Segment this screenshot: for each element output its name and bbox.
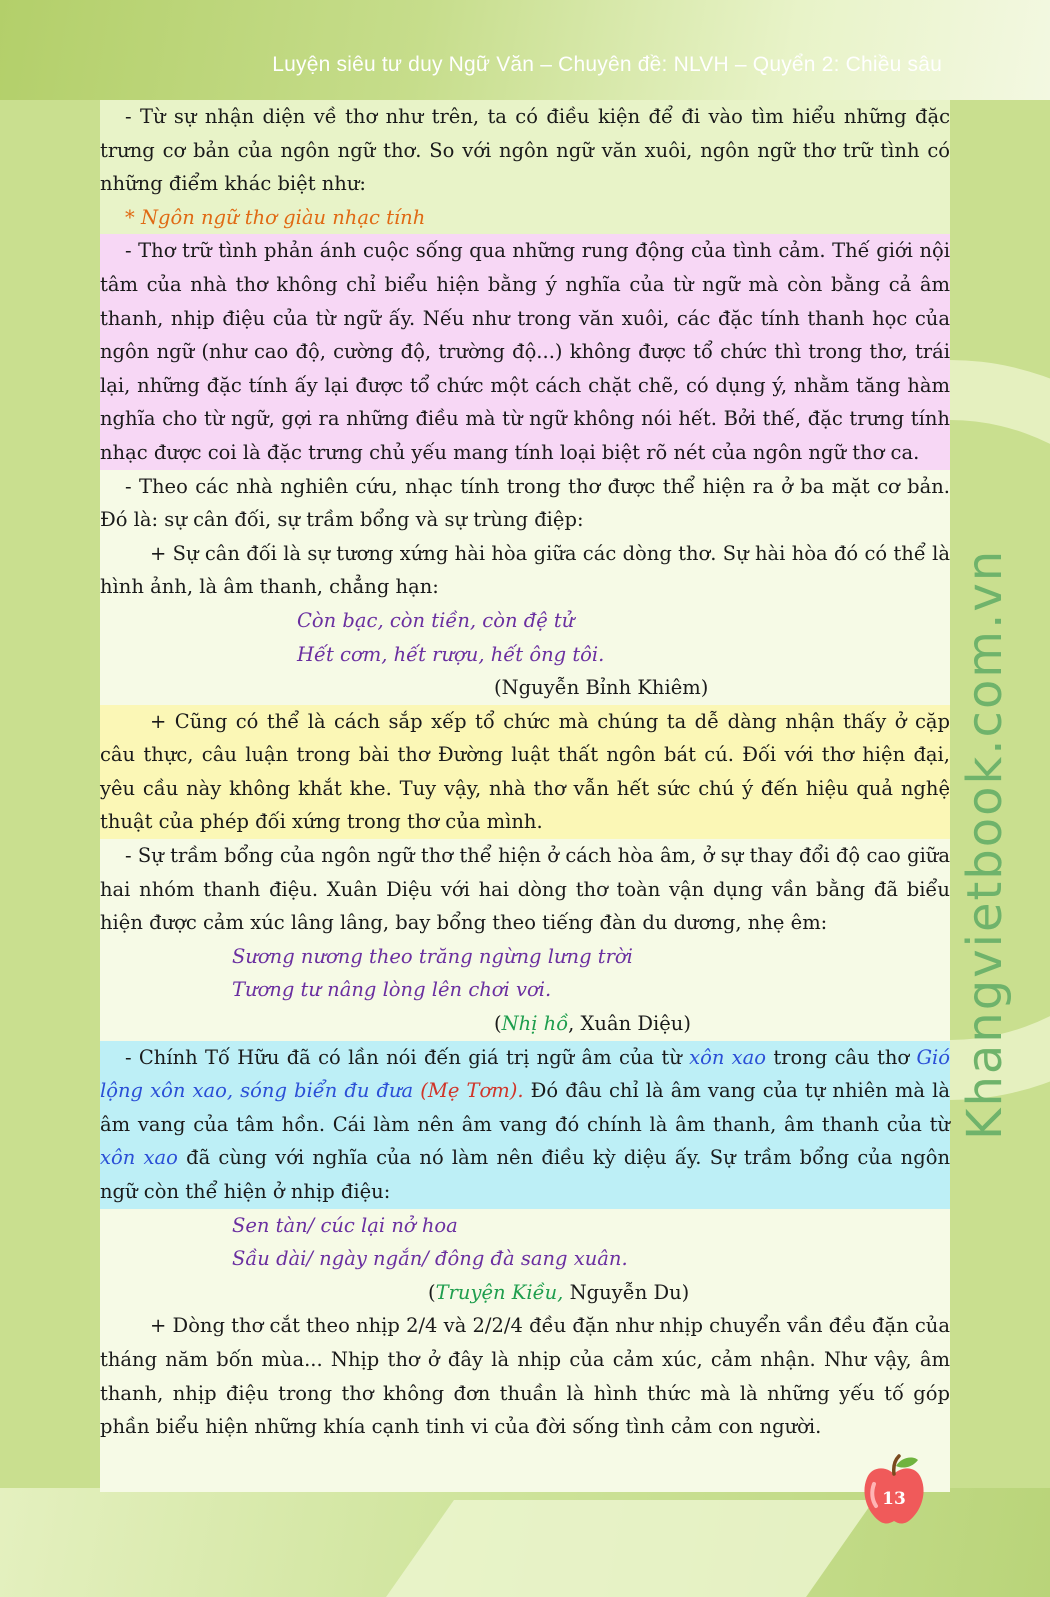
page-body [100, 100, 950, 1492]
poem-source: (Nhị hồ, Xuân Diệu) [494, 1012, 691, 1036]
poem-line: Còn bạc, còn tiền, còn đệ tử [297, 608, 575, 632]
poem-line: Sen tàn/ cúc lại nở hoa [232, 1213, 458, 1237]
work-title: Truyện Kiều, [435, 1280, 564, 1304]
section-heading: * Ngôn ngữ thơ giàu nhạc tính [100, 201, 950, 235]
page-number: 13 [882, 1489, 906, 1509]
paragraph-three-aspects: - Theo các nhà nghiên cứu, nhạc tính trong thơ được thể hiện ra ở ba mặt cơ bản. Đó là: sự cân đối, sự trầm bổng và sự trùng điệp: [100, 474, 950, 532]
quoted-word: xôn xao [689, 1045, 767, 1069]
paragraph-parallelism: + Cũng có thể là cách sắp xếp tổ chức mà chúng ta dễ dàng nhận thấy ở cặp câu thực, câu luận trong bài thơ Đường luật thất ngôn bát cú. Đối với thơ hiện đại, yêu cầu này không khắt khe. Tuy vậy, nhà thơ vẫn hết sức chú ý đến hiệu quả nghệ thuật của phép đối xứng trong thơ của mình. [100, 705, 950, 839]
apple-icon [858, 1454, 930, 1528]
poem-line: Sầu dài/ ngày ngắn/ đông đà sang xuân. [232, 1247, 628, 1271]
header-band [0, 0, 1050, 100]
paragraph-intro: - Từ sự nhận diện về thơ như trên, ta có điều kiện để đi vào tìm hiểu những đặc trưng cơ bản của ngôn ngữ thơ. So với ngôn ngữ văn xuôi, ngôn ngữ thơ trữ tình có những điểm khác biệt như: [100, 100, 950, 201]
paragraph-to-huu: - Chính Tố Hữu đã có lần nói đến giá trị ngữ âm của từ xôn xao trong câu thơ Gió lộng xôn xao, sóng biển đu đưa (Mẹ Tơm). Đó đâu chỉ là âm vang của tự nhiên mà là âm vang của tâm hồn. Cái làm nên âm vang đó chính là âm thanh, âm thanh của từ xôn xao đã cùng với nghĩa của nó làm nên điều kỳ diệu ấy. Sự trầm bổng của ngôn ngữ còn thể hiện ở nhịp điệu: [100, 1041, 950, 1209]
work-title: (Mẹ Tơm). [413, 1079, 524, 1103]
paragraph-balance: + Sự cân đối là sự tương xứng hài hòa giữa các dòng thơ. Sự hài hòa đó có thể là hình ảnh, là âm thanh, chẳng hạn: [100, 541, 950, 599]
poem-line: Sương nương theo trăng ngừng lưng trời [232, 944, 633, 968]
poem-line: Tương tư nâng lòng lên chơi vơi. [232, 978, 552, 1002]
poem-line: Hết cơm, hết rượu, hết ông tôi. [297, 642, 605, 666]
work-title: Nhị hồ [501, 1012, 569, 1036]
running-title: Luyện siêu tư duy Ngữ Văn – Chuyên đề: NLVH – Quyển 2: Chiều sâu [272, 53, 942, 76]
paragraph-rhythm: + Dòng thơ cắt theo nhịp 2/4 và 2/2/4 đều đặn như nhịp chuyển vần đều đặn của tháng năm bốn mùa... Nhịp thơ ở đây là nhịp của cảm xúc, cảm nhận. Như vậy, âm thanh, nhịp điệu trong thơ không đơn thuần là hình thức mà là những yếu tố góp phần biểu hiện những khía cạnh tinh vi của đời sống tình cảm con người. [100, 1314, 950, 1439]
publisher-watermark: Khangvietbook.com.vn [957, 548, 1013, 1140]
paragraph-tone: - Sự trầm bổng của ngôn ngữ thơ thể hiện ở cách hòa âm, ở sự thay đổi độ cao giữa hai nhóm thanh điệu. Xuân Diệu với hai dòng thơ toàn vận dụng vần bằng đã biểu hiện được cảm xúc lâng lâng, bay bổng theo tiếng đàn du dương, nhẹ êm: [100, 844, 950, 935]
poem-source: (Nguyễn Bỉnh Khiêm) [494, 676, 709, 700]
footer-wedge [386, 1500, 874, 1597]
quoted-word: xôn xao [100, 1146, 178, 1170]
quoted-verse: Gió lộng xôn xao, sóng biển đu đưa [100, 1045, 950, 1103]
paragraph-lyric: - Thơ trữ tình phản ánh cuộc sống qua những rung động của tình cảm. Thế giới nội tâm của nhà thơ không chỉ biểu hiện bằng ý nghĩa của từ ngữ mà còn bằng cả âm thanh, nhịp điệu của từ ngữ ấy. Nếu như trong văn xuôi, các đặc tính thanh học của ngôn ngữ (như cao độ, cường độ, trường độ...) không được tổ chức thì trong thơ, trái lại, những đặc tính ấy lại được tổ chức một cách chặt chẽ, có dụng ý, nhằm tăng hàm nghĩa cho từ ngữ, gợi ra những điều mà từ ngữ không nói hết. Bởi thế, đặc trưng tính nhạc được coi là đặc trưng chủ yếu mang tính loại biệt rõ nét của ngôn ngữ thơ ca. [100, 234, 950, 469]
poem-source: (Truyện Kiều, Nguyễn Du) [428, 1280, 690, 1304]
